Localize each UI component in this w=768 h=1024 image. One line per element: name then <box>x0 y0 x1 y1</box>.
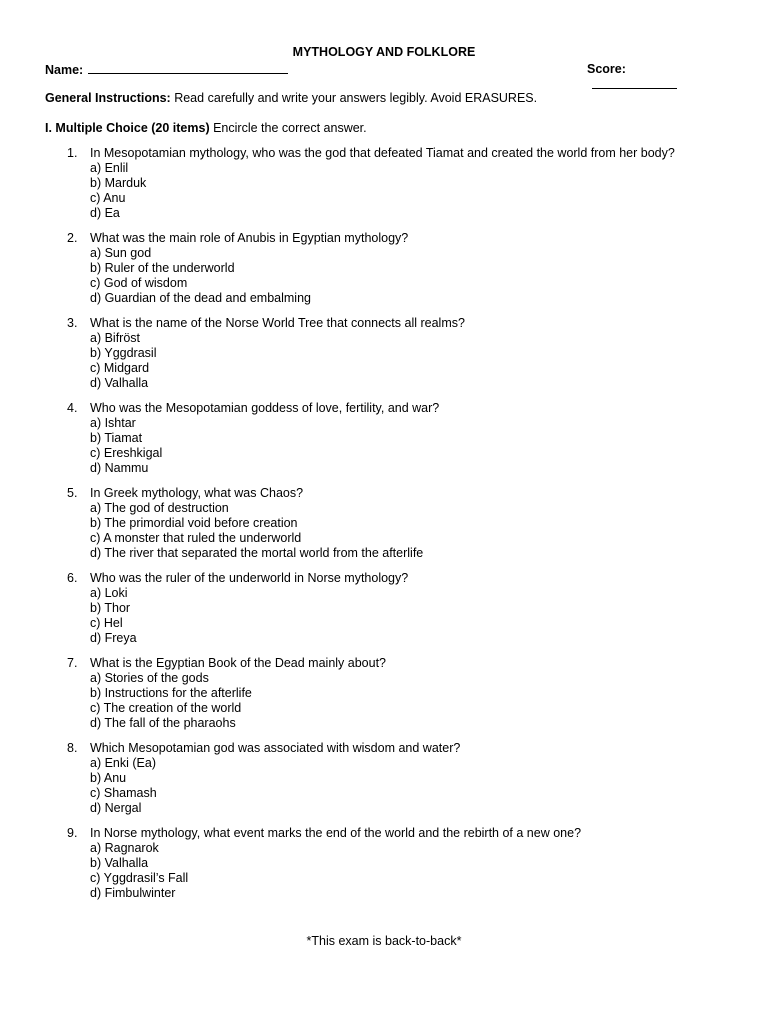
general-instructions <box>45 91 725 106</box>
question-text: What is the name of the Norse World Tree that connects all realms? <box>90 316 465 330</box>
answer-option[interactable]: d) The river that separated the mortal world from the afterlife <box>90 546 424 560</box>
answer-option[interactable]: a) Enlil <box>90 161 129 175</box>
question-item <box>45 401 735 476</box>
name-blank-line[interactable] <box>88 62 288 74</box>
answer-option[interactable]: c) Anu <box>90 191 126 205</box>
answer-option[interactable]: d) The fall of the pharaohs <box>90 716 236 730</box>
answer-option[interactable]: b) Marduk <box>90 176 147 190</box>
answer-option[interactable]: d) Nammu <box>90 461 149 475</box>
answer-option[interactable]: a) Stories of the gods <box>90 671 209 685</box>
question-text: Who was the Mesopotamian goddess of love, fertility, and war? <box>90 401 440 415</box>
answer-options <box>90 416 735 476</box>
question-number: 4. <box>67 401 78 415</box>
answer-option[interactable]: b) Ruler of the underworld <box>90 261 235 275</box>
question-text: In Norse mythology, what event marks the end of the world and the rebirth of a new one? <box>90 826 582 840</box>
answer-option[interactable]: a) Ishtar <box>90 416 136 430</box>
answer-option[interactable]: d) Guardian of the dead and embalming <box>90 291 311 305</box>
question-number: 8. <box>67 741 78 755</box>
answer-options <box>90 671 735 731</box>
answer-options <box>90 756 735 816</box>
answer-option[interactable]: c) Yggdrasil’s Fall <box>90 871 189 885</box>
question-item <box>45 826 735 901</box>
question-number: 2. <box>67 231 78 245</box>
question-item <box>45 231 735 306</box>
answer-option[interactable]: b) Instructions for the afterlife <box>90 686 252 700</box>
question-number: 6. <box>67 571 78 585</box>
question-item <box>45 571 735 646</box>
answer-option[interactable]: d) Fimbulwinter <box>90 886 176 900</box>
answer-options <box>90 161 735 221</box>
question-item <box>45 741 735 816</box>
question-number: 3. <box>67 316 78 330</box>
answer-option[interactable]: d) Valhalla <box>90 376 149 390</box>
question-item <box>45 146 735 221</box>
question-number: 9. <box>67 826 78 840</box>
answer-option[interactable]: c) Midgard <box>90 361 150 375</box>
answer-option[interactable]: a) Loki <box>90 586 128 600</box>
page-title: MYTHOLOGY AND FOLKLORE <box>292 45 476 59</box>
question-text: Who was the ruler of the underworld in Norse mythology? <box>90 571 409 585</box>
answer-option[interactable]: c) God of wisdom <box>90 276 188 290</box>
name-label: Name: <box>45 63 84 77</box>
answer-option[interactable]: b) Tiamat <box>90 431 143 445</box>
question-item <box>45 316 735 391</box>
question-text: What was the main role of Anubis in Egyptian mythology? <box>90 231 409 245</box>
answer-option[interactable]: a) Bifröst <box>90 331 141 345</box>
answer-option[interactable]: a) The god of destruction <box>90 501 229 515</box>
instructions-label: General Instructions: <box>45 91 171 105</box>
header-row <box>45 62 715 78</box>
answer-options <box>90 586 735 646</box>
question-text: In Greek mythology, what was Chaos? <box>90 486 304 500</box>
score-label: Score: <box>587 62 626 76</box>
section-text: Encircle the correct answer. <box>209 121 367 135</box>
answer-option[interactable]: b) Thor <box>90 601 131 615</box>
question-text: In Mesopotamian mythology, who was the god that defeated Tiamat and created the world from her body? <box>90 146 675 160</box>
question-text: Which Mesopotamian god was associated with wisdom and water? <box>90 741 461 755</box>
answer-options <box>90 246 735 306</box>
question-item <box>45 656 735 731</box>
question-number: 7. <box>67 656 78 670</box>
score-field <box>587 62 715 93</box>
answer-option[interactable]: c) The creation of the world <box>90 701 242 715</box>
question-list <box>45 146 735 911</box>
answer-option[interactable]: b) Anu <box>90 771 127 785</box>
answer-option[interactable]: b) Yggdrasil <box>90 346 157 360</box>
answer-option[interactable]: c) A monster that ruled the underworld <box>90 531 302 545</box>
answer-option[interactable]: c) Shamash <box>90 786 157 800</box>
answer-option[interactable]: d) Freya <box>90 631 137 645</box>
score-blank-line[interactable] <box>592 77 677 89</box>
section-heading <box>45 121 725 136</box>
question-text: What is the Egyptian Book of the Dead mainly about? <box>90 656 387 670</box>
answer-options <box>90 331 735 391</box>
name-field <box>45 62 288 78</box>
answer-option[interactable]: a) Ragnarok <box>90 841 159 855</box>
question-item <box>45 486 735 561</box>
question-number: 1. <box>67 146 78 160</box>
answer-options <box>90 841 735 901</box>
answer-option[interactable]: c) Ereshkigal <box>90 446 163 460</box>
question-number: 5. <box>67 486 78 500</box>
answer-option[interactable]: a) Enki (Ea) <box>90 756 156 770</box>
answer-option[interactable]: b) The primordial void before creation <box>90 516 298 530</box>
answer-option[interactable]: d) Nergal <box>90 801 142 815</box>
answer-option[interactable]: a) Sun god <box>90 246 152 260</box>
section-label: I. Multiple Choice (20 items) <box>45 121 210 135</box>
answer-option[interactable]: d) Ea <box>90 206 120 220</box>
answer-options <box>90 501 735 561</box>
answer-option[interactable]: b) Valhalla <box>90 856 149 870</box>
answer-option[interactable]: c) Hel <box>90 616 123 630</box>
footer-note: *This exam is back-to-back* <box>306 934 462 948</box>
instructions-text: Read carefully and write your answers legibly. Avoid ERASURES. <box>170 91 538 105</box>
